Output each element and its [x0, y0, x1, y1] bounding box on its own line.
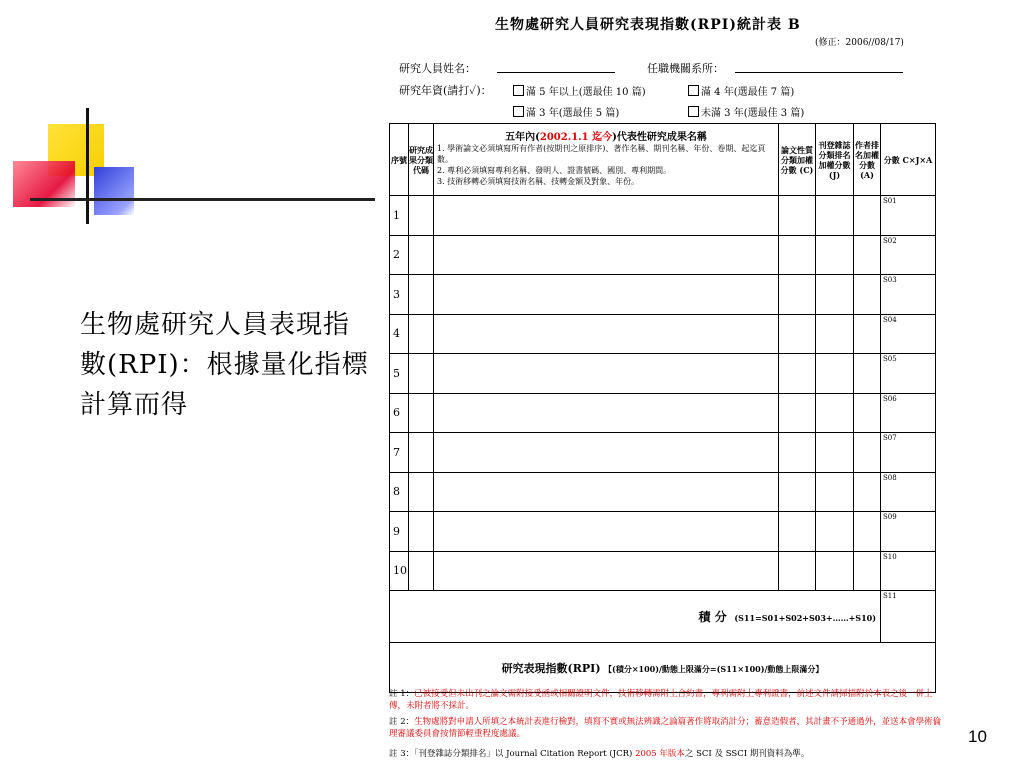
row-c-cell[interactable]	[779, 314, 816, 354]
row-number: 7	[390, 433, 409, 473]
total-code[interactable]: S11	[881, 591, 936, 643]
table-row	[390, 275, 936, 315]
note-2: 註 2：生物處將對申請人所填之本統計表進行檢對，填寫不實或無法辨識之論篇著作將取消計分；蓄意造假者，其計畫不予通過外，並送本會學術倫理審議委員會按情節輕重程度處議。	[389, 717, 942, 739]
header-col-score: 分數 C×J×A	[881, 124, 936, 196]
row-code-cell[interactable]	[409, 512, 434, 552]
row-a-cell[interactable]	[854, 512, 881, 552]
table-row	[390, 196, 936, 236]
table-row	[390, 472, 936, 512]
row-title-cell[interactable]	[434, 314, 779, 354]
row-number: 4	[390, 314, 409, 354]
name-label: 研究人員姓名：	[399, 62, 476, 75]
row-code-cell[interactable]	[409, 275, 434, 315]
table-row	[390, 512, 936, 552]
row-title-cell[interactable]	[434, 275, 779, 315]
row-number: 2	[390, 235, 409, 275]
row-c-cell[interactable]	[779, 354, 816, 394]
row-j-cell[interactable]	[816, 354, 854, 394]
table-row	[390, 314, 936, 354]
org-field[interactable]	[735, 72, 903, 73]
row-a-cell[interactable]	[854, 433, 881, 473]
row-j-cell[interactable]	[816, 551, 854, 591]
row-number: 6	[390, 393, 409, 433]
row-c-cell[interactable]	[779, 433, 816, 473]
row-j-cell[interactable]	[816, 393, 854, 433]
row-j-cell[interactable]	[816, 235, 854, 275]
row-score-code[interactable]: S01	[881, 196, 936, 236]
header-main-title: 五年內(2002.1.1 迄今)代表性研究成果名稱	[505, 131, 707, 143]
row-a-cell[interactable]	[854, 275, 881, 315]
row-title-cell[interactable]	[434, 512, 779, 552]
row-code-cell[interactable]	[409, 354, 434, 394]
table-row	[390, 235, 936, 275]
row-number: 1	[390, 196, 409, 236]
note-3: 註 3：「刊登雜誌分類排名」以 Journal Citation Report (JCR) 2005 年版本之 SCI 及 SSCI 期刊資料為準。	[389, 749, 810, 759]
table-row	[390, 551, 936, 591]
row-number: 9	[390, 512, 409, 552]
header-col-c: 論文性質分類加權分數 (C)	[779, 124, 816, 196]
logo-horizontal-line	[30, 198, 375, 201]
row-code-cell[interactable]	[409, 196, 434, 236]
row-code-cell[interactable]	[409, 433, 434, 473]
row-score-code[interactable]: S07	[881, 433, 936, 473]
row-j-cell[interactable]	[816, 196, 854, 236]
form-title: 生物處研究人員研究表現指數(RPI)統計表 B	[495, 17, 801, 33]
row-score-code[interactable]: S02	[881, 235, 936, 275]
row-j-cell[interactable]	[816, 433, 854, 473]
row-a-cell[interactable]	[854, 314, 881, 354]
row-title-cell[interactable]	[434, 551, 779, 591]
row-number: 8	[390, 472, 409, 512]
row-c-cell[interactable]	[779, 235, 816, 275]
header-col-a: 作者排名加權分數 (A)	[854, 124, 881, 196]
row-number: 5	[390, 354, 409, 394]
row-title-cell[interactable]	[434, 472, 779, 512]
checkbox-icon[interactable]	[688, 106, 699, 117]
logo-vertical-line	[86, 108, 89, 224]
checkbox-icon[interactable]	[688, 85, 699, 96]
rpi-label: 研究表現指數(RPI) 【(積分×100)/動態上限滿分=(S11×100)/動態上限滿分】	[390, 643, 936, 693]
row-title-cell[interactable]	[434, 433, 779, 473]
row-j-cell[interactable]	[816, 314, 854, 354]
row-code-cell[interactable]	[409, 235, 434, 275]
row-title-cell[interactable]	[434, 235, 779, 275]
row-code-cell[interactable]	[409, 472, 434, 512]
row-number: 3	[390, 275, 409, 315]
rpi-table	[389, 123, 936, 693]
row-code-cell[interactable]	[409, 393, 434, 433]
row-a-cell[interactable]	[854, 551, 881, 591]
row-j-cell[interactable]	[816, 275, 854, 315]
note-1: 註 1：已被接受但未出刊之論文需附接受函或相關證明文件，技術移轉需附上合約書，專利需附上專利證書，前述文件請掃描附於本表之後一併上傳，未附者將不採計。	[389, 689, 933, 711]
row-c-cell[interactable]	[779, 551, 816, 591]
years-label: 研究年資(請打✓)：	[399, 84, 492, 97]
header-line-2: 2. 專利必須填寫專利名稱、發明人、證書號碼、國別、專利期間。	[437, 165, 672, 175]
option-5-years[interactable]: 滿 5 年以上(選最佳 10 篇)	[513, 83, 646, 98]
row-score-code[interactable]: S09	[881, 512, 936, 552]
header-line-1: 1. 學術論文必須填寫所有作者(按期刊之原排序)、著作名稱、期刊名稱、年份、卷期、起迄頁數。	[437, 143, 766, 164]
row-title-cell[interactable]	[434, 196, 779, 236]
row-score-code[interactable]: S05	[881, 354, 936, 394]
header-main	[434, 124, 779, 196]
form-revision: (修正：2006//08/17)	[815, 38, 904, 48]
slide-caption: 生物處研究人員表現指數(RPI)：根據量化指標計算而得	[80, 310, 369, 420]
row-code-cell[interactable]	[409, 314, 434, 354]
header-col-j: 刊登雜誌分類排名加權分數 (J)	[816, 124, 854, 196]
option-under-3-years[interactable]: 未滿 3 年(選最佳 3 篇)	[688, 104, 804, 119]
table-header-row	[390, 124, 936, 196]
checkbox-icon[interactable]	[513, 85, 524, 96]
row-a-cell[interactable]	[854, 472, 881, 512]
row-a-cell[interactable]	[854, 354, 881, 394]
row-j-cell[interactable]	[816, 512, 854, 552]
org-label: 任職機關系所：	[647, 62, 724, 75]
header-code: 研究成果分類代碼	[409, 124, 434, 196]
page-number: 10	[968, 727, 987, 746]
row-score-code[interactable]: S08	[881, 472, 936, 512]
total-row	[390, 591, 936, 643]
row-a-cell[interactable]	[854, 235, 881, 275]
row-a-cell[interactable]	[854, 196, 881, 236]
header-line-3: 3. 技術移轉必須填寫技術名稱、技轉金額及對象、年份。	[437, 176, 640, 186]
option-3-years[interactable]: 滿 3 年(選最佳 5 篇)	[513, 104, 619, 119]
row-c-cell[interactable]	[779, 472, 816, 512]
row-score-code[interactable]: S04	[881, 314, 936, 354]
header-seq: 序號	[390, 124, 409, 196]
row-c-cell[interactable]	[779, 512, 816, 552]
row-j-cell[interactable]	[816, 472, 854, 512]
rpi-form	[385, 8, 970, 768]
row-c-cell[interactable]	[779, 275, 816, 315]
table-row	[390, 354, 936, 394]
checkbox-icon[interactable]	[513, 106, 524, 117]
total-label: 積 分 (S11=S01+S02+S03+……+S10)	[390, 591, 881, 643]
row-c-cell[interactable]	[779, 393, 816, 433]
row-code-cell[interactable]	[409, 551, 434, 591]
rpi-row	[390, 643, 936, 693]
logo-square-blue	[94, 167, 134, 215]
table-row	[390, 393, 936, 433]
row-number: 10	[390, 551, 409, 591]
row-c-cell[interactable]	[779, 196, 816, 236]
name-field[interactable]	[497, 72, 615, 73]
option-4-years[interactable]: 滿 4 年(選最佳 7 篇)	[688, 83, 794, 98]
table-row	[390, 433, 936, 473]
row-score-code[interactable]: S06	[881, 393, 936, 433]
row-score-code[interactable]: S03	[881, 275, 936, 315]
row-a-cell[interactable]	[854, 393, 881, 433]
row-title-cell[interactable]	[434, 393, 779, 433]
row-title-cell[interactable]	[434, 354, 779, 394]
row-score-code[interactable]: S10	[881, 551, 936, 591]
